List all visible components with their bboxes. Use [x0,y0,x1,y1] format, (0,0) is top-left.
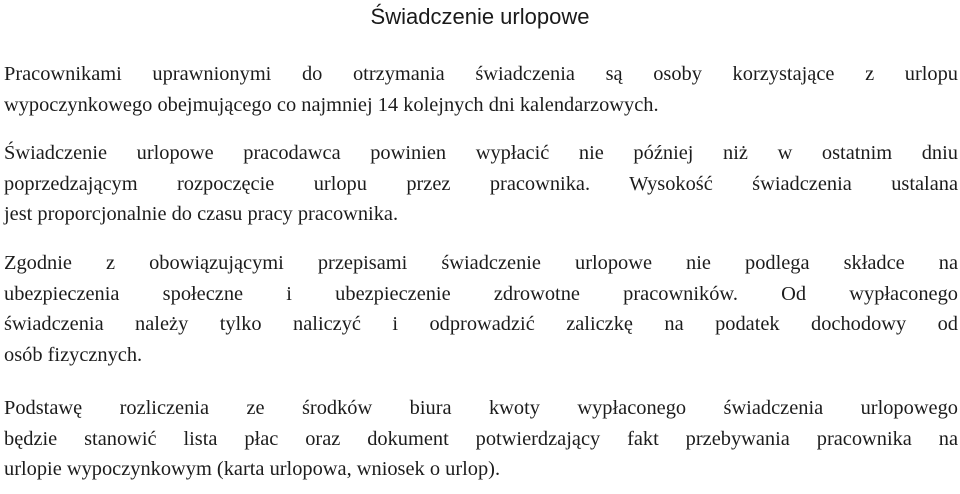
paragraph-line: Zgodnie z obowiązującymi przepisami świadczenie urlopowe nie podlega składce na [4,252,958,274]
paragraph-line: poprzedzającym rozpoczęcie urlopu przez pracownika. Wysokość świadczenia ustalana [4,172,958,195]
paragraph-line: jest proporcjonalnie do czasu pracy pracownika. [4,203,399,225]
paragraph-eligibility [4,59,958,120]
paragraph-payment-deadline [4,138,958,230]
paragraph-line: ubezpieczenia społeczne i ubezpieczenie zdrowotne pracowników. Od wypłaconego [4,282,958,305]
document-title: Świadczenie urlopowe [370,4,590,29]
paragraph-line: osób fizycznych. [4,343,143,366]
paragraph-line: Świadczenie urlopowe pracodawca powinien wypłacić nie później niż w ostatnim dniu [4,142,958,164]
paragraph-line: świadczenia należy tylko naliczyć i odprowadzić zaliczkę na podatek dochodowy od [4,313,958,335]
paragraph-line: wypoczynkowego obejmującego co najmniej 14 kolejnych dni kalendarzowych. [4,93,659,116]
paragraph-line: urlopie wypoczynkowym (karta urlopowa, wniosek o urlop). [4,458,501,480]
paragraph-line: będzie stanowić lista płac oraz dokument potwierdzający fakt przebywania pracownika na [4,427,958,450]
paragraph-social-security [4,248,958,370]
paragraph-line: Pracownikami uprawnionymi do otrzymania świadczenia są osoby korzystające z urlopu [4,63,958,85]
paragraph-settlement-basis [4,393,958,485]
paragraph-line: Podstawę rozliczenia ze środków biura kwoty wypłaconego świadczenia urlopowego [4,397,958,419]
